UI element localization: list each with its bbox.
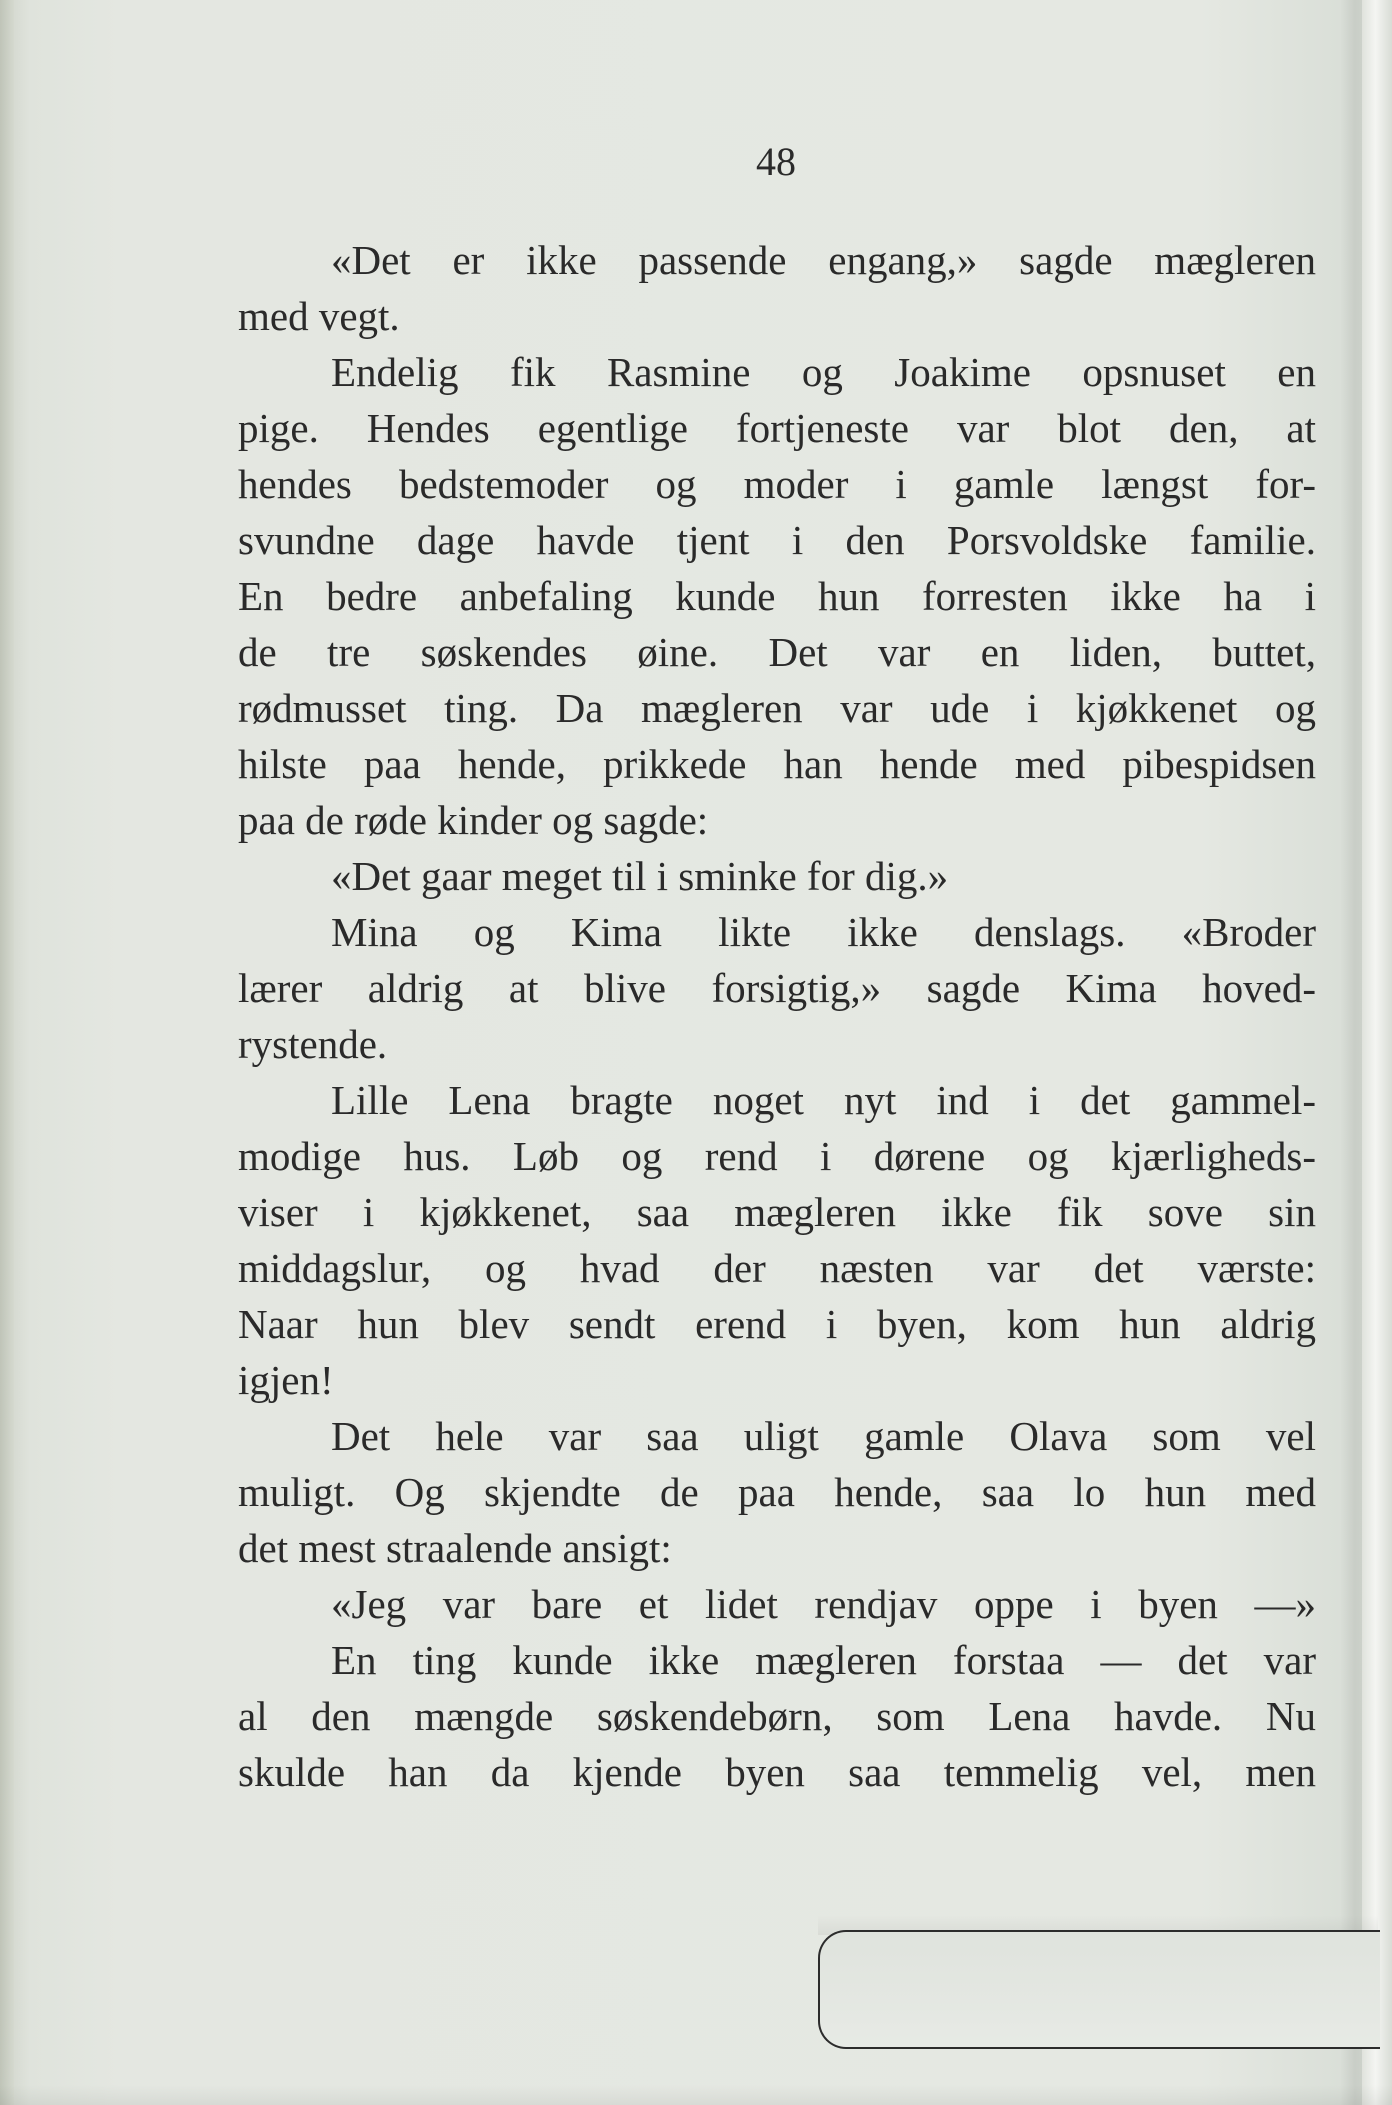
text-line: skulde han da kjende byen saa temmelig vel, men bbox=[238, 1749, 1316, 1795]
text-line: muligt. Og skjendte de paa hende, saa lo hun med bbox=[238, 1469, 1316, 1515]
text-line: En bedre anbefaling kunde hun forresten ikke ha i bbox=[238, 573, 1316, 619]
text-line: igjen! bbox=[238, 1357, 334, 1403]
text-line: En ting kunde ikke mægleren forstaa — det var bbox=[331, 1637, 1316, 1683]
text-line: «Jeg var bare et lidet rendjav oppe i byen —» bbox=[331, 1581, 1316, 1627]
text-line: «Det er ikke passende engang,» sagde mægleren bbox=[331, 237, 1316, 283]
page-tab bbox=[818, 1930, 1380, 2049]
text-line: pige. Hendes egentlige fortjeneste var blot den, at bbox=[238, 405, 1316, 451]
text-line: Endelig fik Rasmine og Joakime opsnuset en bbox=[331, 349, 1316, 395]
text-line: Det hele var saa uligt gamle Olava som vel bbox=[331, 1413, 1316, 1459]
text-line: viser i kjøkkenet, saa mægleren ikke fik sove sin bbox=[238, 1189, 1316, 1235]
text-line: hilste paa hende, prikkede han hende med pibespidsen bbox=[238, 741, 1316, 787]
text-line: rødmusset ting. Da mægleren var ude i kjøkkenet og bbox=[238, 685, 1316, 731]
text-line: Mina og Kima likte ikke denslags. «Broder bbox=[331, 909, 1316, 955]
text-line: rystende. bbox=[238, 1021, 388, 1067]
text-line: modige hus. Løb og rend i dørene og kjærligheds- bbox=[238, 1133, 1316, 1179]
text-line: hendes bedstemoder og moder i gamle længst for- bbox=[238, 461, 1316, 507]
text-line: Naar hun blev sendt erend i byen, kom hun aldrig bbox=[238, 1301, 1316, 1347]
text-line: Lille Lena bragte noget nyt ind i det gammel- bbox=[331, 1077, 1316, 1123]
text-line: «Det gaar meget til i sminke for dig.» bbox=[331, 853, 949, 899]
text-line: al den mængde søskendebørn, som Lena havde. Nu bbox=[238, 1693, 1316, 1739]
text-line: med vegt. bbox=[238, 293, 400, 339]
text-line: middagslur, og hvad der næsten var det værste: bbox=[238, 1245, 1316, 1291]
text-line: lærer aldrig at blive forsigtig,» sagde Kima hoved- bbox=[238, 965, 1316, 1011]
page-bottom-edge bbox=[0, 2085, 1392, 2105]
page-left-edge bbox=[0, 0, 14, 2105]
text-line: paa de røde kinder og sagde: bbox=[238, 797, 709, 843]
page-right-edge bbox=[1362, 0, 1392, 2105]
text-line: de tre søskendes øine. Det var en liden, buttet, bbox=[238, 629, 1316, 675]
text-line: svundne dage havde tjent i den Porsvoldske familie. bbox=[238, 517, 1316, 563]
page-number: 48 bbox=[756, 139, 796, 184]
text-line: det mest straalende ansigt: bbox=[238, 1525, 672, 1571]
